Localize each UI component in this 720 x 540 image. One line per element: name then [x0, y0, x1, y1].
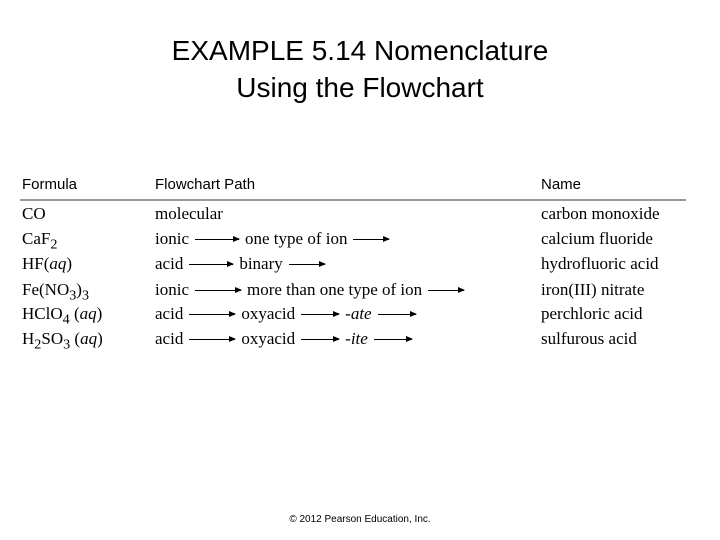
compound-name-cell: iron(III) nitrate — [541, 280, 645, 299]
table-row — [0, 202, 720, 226]
formula-cell: CaF$_2$ — [22, 229, 58, 253]
compound-name-cell: perchloric acid — [541, 304, 643, 323]
arrow-right-icon — [195, 290, 241, 291]
path-step: ionic — [155, 229, 189, 248]
path-step: acid — [155, 304, 184, 323]
flowchart-path-cell — [155, 227, 395, 251]
path-step: acid — [155, 329, 184, 348]
flowchart-path-cell — [155, 202, 223, 226]
slide-title-line-2: Using the Flowchart — [236, 72, 484, 103]
path-step: oxyacid — [241, 329, 296, 348]
column-header-name: Name — [541, 176, 582, 193]
path-step: -ate — [345, 304, 372, 323]
compound-name-cell: hydrofluoric acid — [541, 254, 659, 273]
arrow-right-icon — [189, 339, 235, 340]
table-row — [0, 227, 720, 251]
column-header-flowchart-path: Flowchart Path — [155, 176, 256, 193]
flowchart-path-cell — [155, 327, 418, 351]
flowchart-path-cell — [155, 278, 470, 302]
slide-title — [0, 32, 720, 106]
table-row — [0, 302, 720, 326]
table-row — [0, 252, 720, 276]
path-step: more than one type of ion — [247, 280, 423, 299]
formula-cell: HClO$_4$ (aq) — [22, 304, 103, 328]
path-step: acid — [155, 254, 184, 273]
path-step: -ite — [345, 329, 368, 348]
flowchart-path-cell — [155, 302, 422, 326]
formula-cell: $Fe(NO_3)_3$ — [22, 280, 90, 304]
compound-name-cell: calcium fluoride — [541, 229, 653, 248]
arrow-right-icon — [378, 314, 416, 315]
arrow-right-icon — [301, 314, 339, 315]
formula-cell: HF(aq) — [22, 254, 73, 273]
path-step: ionic — [155, 280, 189, 299]
flowchart-path-cell — [155, 252, 331, 276]
path-step: one type of ion — [245, 229, 348, 248]
table-row — [0, 278, 720, 302]
path-step: binary — [239, 254, 283, 273]
arrow-right-icon — [189, 264, 233, 265]
arrow-right-icon — [374, 339, 412, 340]
formula-cell: $H_2SO_3$ (aq) — [22, 329, 103, 353]
arrow-right-icon — [289, 264, 325, 265]
path-step: oxyacid — [241, 304, 296, 323]
column-header-formula: Formula — [22, 176, 78, 193]
arrow-right-icon — [189, 314, 235, 315]
arrow-right-icon — [195, 239, 239, 240]
arrow-right-icon — [301, 339, 339, 340]
compound-name-cell: sulfurous acid — [541, 329, 637, 348]
compound-name-cell: carbon monoxide — [541, 204, 660, 223]
path-step: molecular — [155, 204, 223, 223]
table-row — [0, 327, 720, 351]
arrow-right-icon — [353, 239, 389, 240]
slide-title-line-1: EXAMPLE 5.14 Nomenclature — [171, 35, 549, 66]
header-divider — [20, 199, 686, 201]
formula-cell: CO — [22, 204, 46, 223]
copyright-notice: © 2012 Pearson Education, Inc. — [289, 514, 431, 525]
arrow-right-icon — [428, 290, 464, 291]
